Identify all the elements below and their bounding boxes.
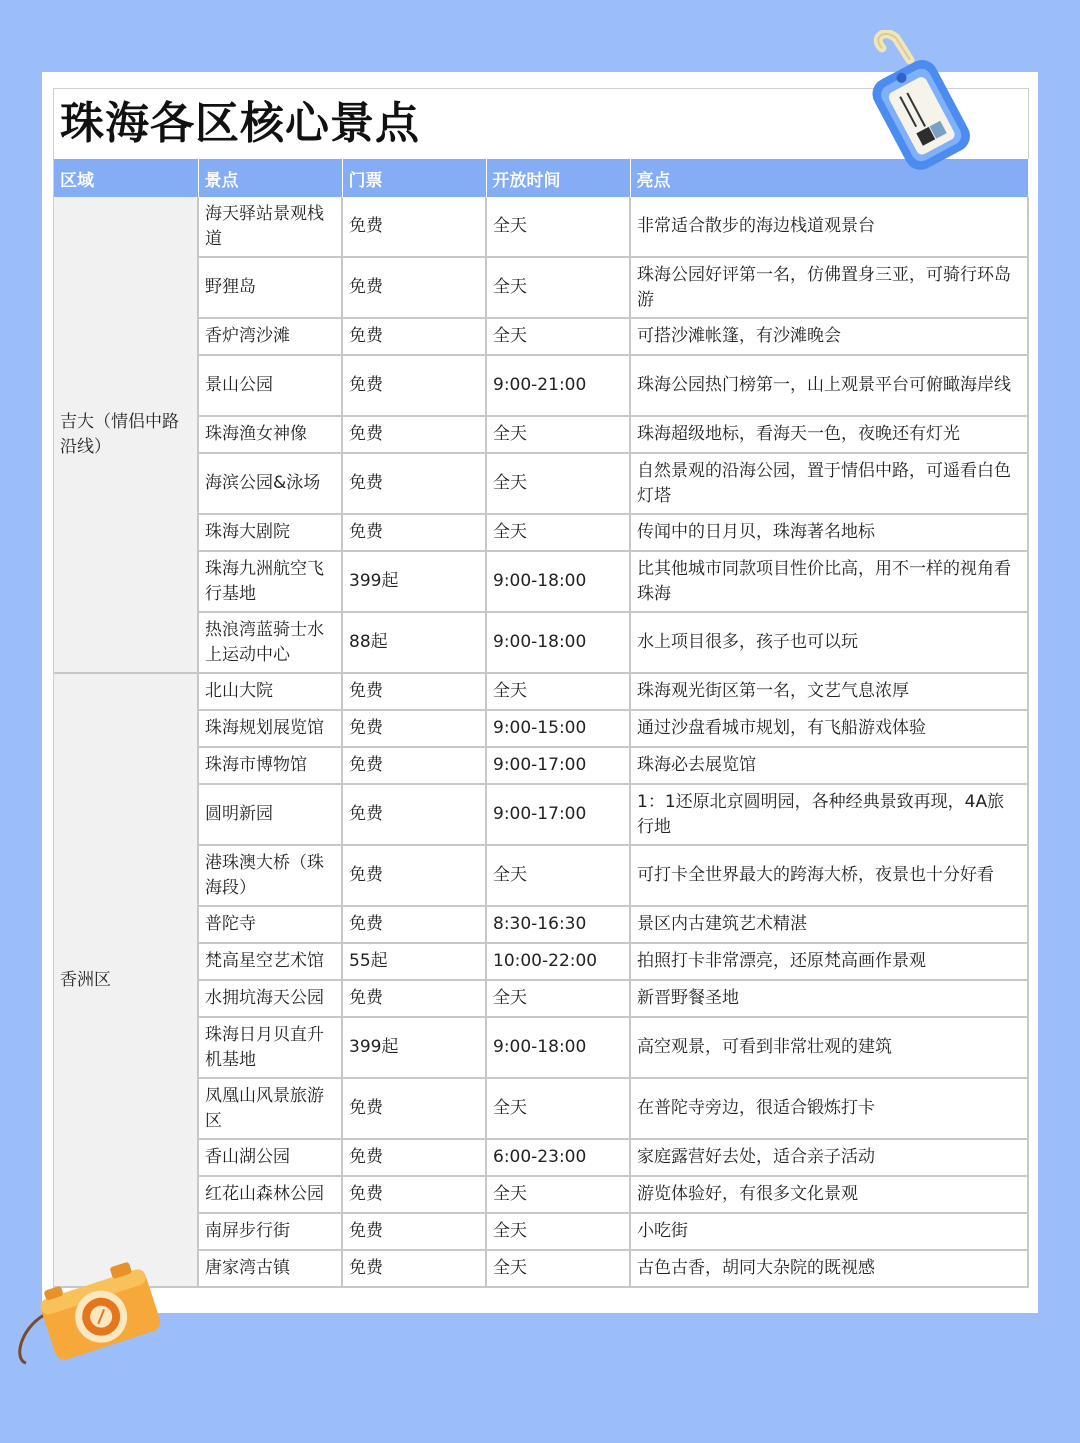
header-ticket: 门票	[342, 159, 486, 197]
hours-cell: 全天	[486, 980, 630, 1017]
district-cell: 香洲区	[54, 673, 198, 1287]
hours-cell: 全天	[486, 673, 630, 710]
highlight-cell: 珠海观光街区第一名，文艺气息浓厚	[630, 673, 1028, 710]
highlight-cell: 比其他城市同款项目性价比高，用不一样的视角看珠海	[630, 551, 1028, 612]
ticket-cell: 399起	[342, 1017, 486, 1078]
header-hours: 开放时间	[486, 159, 630, 197]
attraction-cell: 红花山森林公园	[198, 1176, 342, 1213]
attraction-cell: 北山大院	[198, 673, 342, 710]
highlight-cell: 景区内古建筑艺术精湛	[630, 906, 1028, 943]
highlight-cell: 高空观景，可看到非常壮观的建筑	[630, 1017, 1028, 1078]
highlight-cell: 可搭沙滩帐篷，有沙滩晚会	[630, 318, 1028, 355]
highlight-cell: 新晋野餐圣地	[630, 980, 1028, 1017]
attraction-cell: 圆明新园	[198, 784, 342, 845]
attraction-cell: 凤凰山风景旅游区	[198, 1078, 342, 1139]
ticket-cell: 免费	[342, 416, 486, 453]
highlight-cell: 小吃街	[630, 1213, 1028, 1250]
hours-cell: 9:00-21:00	[486, 355, 630, 416]
ticket-cell: 免费	[342, 1139, 486, 1176]
ticket-cell: 免费	[342, 784, 486, 845]
hours-cell: 6:00-23:00	[486, 1139, 630, 1176]
highlight-cell: 非常适合散步的海边栈道观景台	[630, 197, 1028, 257]
attraction-cell: 珠海市博物馆	[198, 747, 342, 784]
hours-cell: 全天	[486, 197, 630, 257]
ticket-cell: 55起	[342, 943, 486, 980]
attraction-cell: 珠海大剧院	[198, 514, 342, 551]
header-highlight: 亮点	[630, 159, 1028, 197]
ticket-cell: 免费	[342, 1213, 486, 1250]
ticket-cell: 免费	[342, 906, 486, 943]
attraction-cell: 珠海九洲航空飞行基地	[198, 551, 342, 612]
hours-cell: 全天	[486, 514, 630, 551]
highlight-cell: 在普陀寺旁边，很适合锻炼打卡	[630, 1078, 1028, 1139]
ticket-cell: 免费	[342, 1078, 486, 1139]
table-row	[54, 1139, 1028, 1176]
header-attraction: 景点	[198, 159, 342, 197]
table-row	[54, 906, 1028, 943]
attraction-cell: 珠海渔女神像	[198, 416, 342, 453]
hours-cell: 9:00-18:00	[486, 551, 630, 612]
highlight-cell: 水上项目很多，孩子也可以玩	[630, 612, 1028, 673]
highlight-cell: 通过沙盘看城市规划，有飞船游戏体验	[630, 710, 1028, 747]
hours-cell: 9:00-18:00	[486, 1017, 630, 1078]
highlight-cell: 传闻中的日月贝，珠海著名地标	[630, 514, 1028, 551]
ticket-cell: 免费	[342, 1250, 486, 1287]
attraction-cell: 野狸岛	[198, 257, 342, 318]
table-row	[54, 453, 1028, 514]
highlight-cell: 游览体验好，有很多文化景观	[630, 1176, 1028, 1213]
table-row	[54, 612, 1028, 673]
hours-cell: 8:30-16:30	[486, 906, 630, 943]
highlight-cell: 拍照打卡非常漂亮，还原梵高画作景观	[630, 943, 1028, 980]
table-row	[54, 355, 1028, 416]
ticket-cell: 免费	[342, 453, 486, 514]
hours-cell: 全天	[486, 845, 630, 906]
table-body	[54, 197, 1028, 1287]
ticket-cell: 免费	[342, 1176, 486, 1213]
hours-cell: 9:00-17:00	[486, 784, 630, 845]
highlight-cell: 可打卡全世界最大的跨海大桥，夜景也十分好看	[630, 845, 1028, 906]
table-row	[54, 1213, 1028, 1250]
ticket-cell: 88起	[342, 612, 486, 673]
highlight-cell: 珠海公园好评第一名，仿佛置身三亚，可骑行环岛游	[630, 257, 1028, 318]
hours-cell: 10:00-22:00	[486, 943, 630, 980]
attraction-cell: 梵高星空艺术馆	[198, 943, 342, 980]
attraction-cell: 南屏步行街	[198, 1213, 342, 1250]
highlight-cell: 家庭露营好去处，适合亲子活动	[630, 1139, 1028, 1176]
attractions-frame	[53, 88, 1029, 1288]
table-row	[54, 416, 1028, 453]
table-row	[54, 673, 1028, 710]
highlight-cell: 珠海公园热门榜第一，山上观景平台可俯瞰海岸线	[630, 355, 1028, 416]
hours-cell: 全天	[486, 1078, 630, 1139]
district-cell: 吉大（情侣中路沿线）	[54, 197, 198, 673]
attraction-cell: 港珠澳大桥（珠海段）	[198, 845, 342, 906]
attraction-cell: 珠海日月贝直升机基地	[198, 1017, 342, 1078]
ticket-cell: 免费	[342, 318, 486, 355]
attraction-cell: 景山公园	[198, 355, 342, 416]
attraction-cell: 热浪湾蓝骑士水上运动中心	[198, 612, 342, 673]
table-row	[54, 784, 1028, 845]
attraction-cell: 海天驿站景观栈道	[198, 197, 342, 257]
table-row	[54, 318, 1028, 355]
hours-cell: 全天	[486, 1213, 630, 1250]
ticket-cell: 免费	[342, 673, 486, 710]
table-row	[54, 1250, 1028, 1287]
attraction-cell: 普陀寺	[198, 906, 342, 943]
ticket-cell: 399起	[342, 551, 486, 612]
highlight-cell: 珠海超级地标，看海天一色，夜晚还有灯光	[630, 416, 1028, 453]
highlight-cell: 珠海必去展览馆	[630, 747, 1028, 784]
ticket-cell: 免费	[342, 747, 486, 784]
table-row	[54, 845, 1028, 906]
ticket-cell: 免费	[342, 845, 486, 906]
highlight-cell: 自然景观的沿海公园，置于情侣中路，可遥看白色灯塔	[630, 453, 1028, 514]
attraction-cell: 珠海规划展览馆	[198, 710, 342, 747]
hours-cell: 全天	[486, 318, 630, 355]
table-row	[54, 551, 1028, 612]
ticket-cell: 免费	[342, 197, 486, 257]
hours-cell: 全天	[486, 1176, 630, 1213]
hours-cell: 9:00-17:00	[486, 747, 630, 784]
hours-cell: 9:00-18:00	[486, 612, 630, 673]
attraction-cell: 香炉湾沙滩	[198, 318, 342, 355]
attraction-cell: 海滨公园&泳场	[198, 453, 342, 514]
attraction-cell: 唐家湾古镇	[198, 1250, 342, 1287]
ticket-cell: 免费	[342, 355, 486, 416]
ticket-cell: 免费	[342, 257, 486, 318]
header-district: 区域	[54, 159, 198, 197]
table-row	[54, 747, 1028, 784]
luggage-tag-icon	[862, 30, 972, 170]
table-row	[54, 1176, 1028, 1213]
table-row	[54, 257, 1028, 318]
hours-cell: 9:00-15:00	[486, 710, 630, 747]
hours-cell: 全天	[486, 453, 630, 514]
hours-cell: 全天	[486, 1250, 630, 1287]
ticket-cell: 免费	[342, 514, 486, 551]
table-row	[54, 1078, 1028, 1139]
attraction-cell: 香山湖公园	[198, 1139, 342, 1176]
table-row	[54, 197, 1028, 257]
highlight-cell: 1：1还原北京圆明园，各种经典景致再现，4A旅行地	[630, 784, 1028, 845]
table-row	[54, 514, 1028, 551]
hours-cell: 全天	[486, 257, 630, 318]
attractions-table	[54, 159, 1029, 1288]
attraction-cell: 水拥坑海天公园	[198, 980, 342, 1017]
camera-icon	[14, 1255, 164, 1375]
ticket-cell: 免费	[342, 710, 486, 747]
hours-cell: 全天	[486, 416, 630, 453]
table-row	[54, 710, 1028, 747]
table-row	[54, 1017, 1028, 1078]
highlight-cell: 古色古香，胡同大杂院的既视感	[630, 1250, 1028, 1287]
ticket-cell: 免费	[342, 980, 486, 1017]
table-row	[54, 943, 1028, 980]
table-row	[54, 980, 1028, 1017]
page-title: 珠海各区核心景点	[54, 89, 1028, 159]
